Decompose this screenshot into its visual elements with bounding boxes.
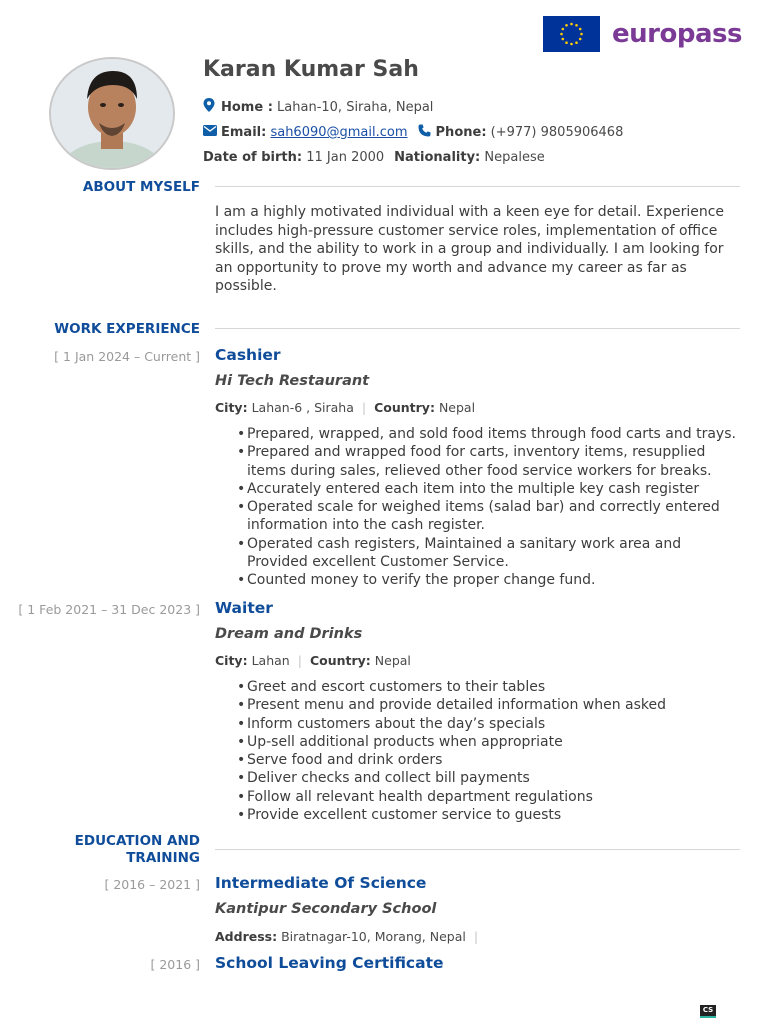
envelope-icon xyxy=(203,125,218,140)
location-pin-icon xyxy=(203,98,218,116)
job-title: Waiter xyxy=(215,599,273,617)
address-value: Biratnagar-10, Morang, Nepal xyxy=(281,929,466,944)
section-divider xyxy=(215,849,740,850)
list-item: • Present menu and provide detailed information when asked xyxy=(237,696,742,714)
email-label: Email: xyxy=(221,125,267,140)
country-value: Nepal xyxy=(438,400,476,415)
job-location: City: Lahan | Country: Nepal xyxy=(215,653,411,668)
dob-label: Date of birth: xyxy=(203,150,303,165)
list-item: • Accurately entered each item into the multiple key cash register xyxy=(237,480,742,498)
list-item: • Greet and escort customers to their tables xyxy=(237,678,742,696)
country-label: Country: xyxy=(374,400,435,415)
education-dates: [ 2016 ] xyxy=(150,957,200,972)
section-divider xyxy=(215,186,740,187)
employer-name: Dream and Drinks xyxy=(215,626,363,642)
about-section-title: ABOUT MYSELF xyxy=(82,179,200,195)
list-item: • Prepared, wrapped, and sold food items through food carts and trays. xyxy=(237,425,742,443)
list-item: • Serve food and drink orders xyxy=(237,751,742,769)
employer-name: Hi Tech Restaurant xyxy=(215,373,370,389)
address-label: Address: xyxy=(215,929,278,944)
nationality-value: Nepalese xyxy=(484,150,545,165)
about-text: I am a highly motivated individual with a keen eye for detail. Experience includes high-pressure customer service roles, implementation of office skills, and the ability to work in a group and individually. I am looking for an opportunity to prove my worth and advance my career as far as possible. xyxy=(215,204,725,294)
phone-icon xyxy=(418,124,433,141)
job-location: City: Lahan-6 , Siraha | Country: Nepal xyxy=(215,400,476,415)
job-dates: [ 1 Jan 2024 – Current ] xyxy=(54,349,200,364)
europass-logo xyxy=(543,16,742,52)
job-duties-list xyxy=(237,678,742,824)
job-title: Cashier xyxy=(215,346,281,364)
list-item: • Operated cash registers, Maintained a sanitary work area and Provided excellent Customer Service. xyxy=(237,535,742,572)
home-label: Home : xyxy=(221,99,273,115)
list-item: • Up-sell additional products when appropriate xyxy=(237,733,742,751)
education-section-title xyxy=(0,833,200,867)
list-item: • Counted money to verify the proper change fund. xyxy=(237,571,742,589)
school-name: Kantipur Secondary School xyxy=(215,901,437,917)
country-value: Nepal xyxy=(374,653,411,668)
list-item: • Inform customers about the day’s specials xyxy=(237,715,742,733)
list-item: • Prepared and wrapped food for carts, inventory items, resupplied items during sales, relieved other food service workers for breaks. xyxy=(237,443,742,480)
personal-info-row xyxy=(203,150,545,165)
phone-value: (+977) 9805906468 xyxy=(490,125,624,140)
avatar xyxy=(49,57,175,170)
qualification-title: School Leaving Certificate xyxy=(215,954,444,972)
work-section-title: WORK EXPERIENCE xyxy=(54,321,200,337)
phone-label: Phone: xyxy=(435,125,487,140)
email-link[interactable]: sah6090@gmail.com xyxy=(270,125,408,140)
home-address-row xyxy=(203,98,433,116)
city-value: Lahan-6 , Siraha xyxy=(251,400,354,415)
school-address: Address: Biratnagar-10, Morang, Nepal | xyxy=(215,929,479,944)
list-item: • Deliver checks and collect bill payments xyxy=(237,769,742,787)
list-item: • Follow all relevant health department regulations xyxy=(237,788,742,806)
list-item: • Operated scale for weighed items (salad bar) and correctly entered information into the cash register. xyxy=(237,498,742,535)
job-dates: [ 1 Feb 2021 – 31 Dec 2023 ] xyxy=(18,602,200,617)
cs-badge-icon: CS xyxy=(700,1005,716,1018)
dob-value: 11 Jan 2000 xyxy=(306,150,385,165)
home-value: Lahan-10, Siraha, Nepal xyxy=(277,99,434,115)
eu-flag-icon xyxy=(543,16,600,52)
city-label: City: xyxy=(215,653,248,668)
education-title-line1: EDUCATION AND xyxy=(74,833,200,849)
education-dates: [ 2016 – 2021 ] xyxy=(104,877,200,892)
city-value: Lahan xyxy=(251,653,290,668)
contact-row xyxy=(203,124,623,141)
city-label: City: xyxy=(215,400,248,415)
europass-logo-text: europass xyxy=(612,19,742,49)
nationality-label: Nationality: xyxy=(394,150,481,165)
qualification-title: Intermediate Of Science xyxy=(215,874,427,892)
candidate-name: Karan Kumar Sah xyxy=(203,57,419,82)
country-label: Country: xyxy=(309,653,371,668)
list-item: • Provide excellent customer service to guests xyxy=(237,806,742,824)
job-duties-list xyxy=(237,425,742,590)
education-title-line2: TRAINING xyxy=(126,850,200,866)
section-divider xyxy=(215,328,740,329)
